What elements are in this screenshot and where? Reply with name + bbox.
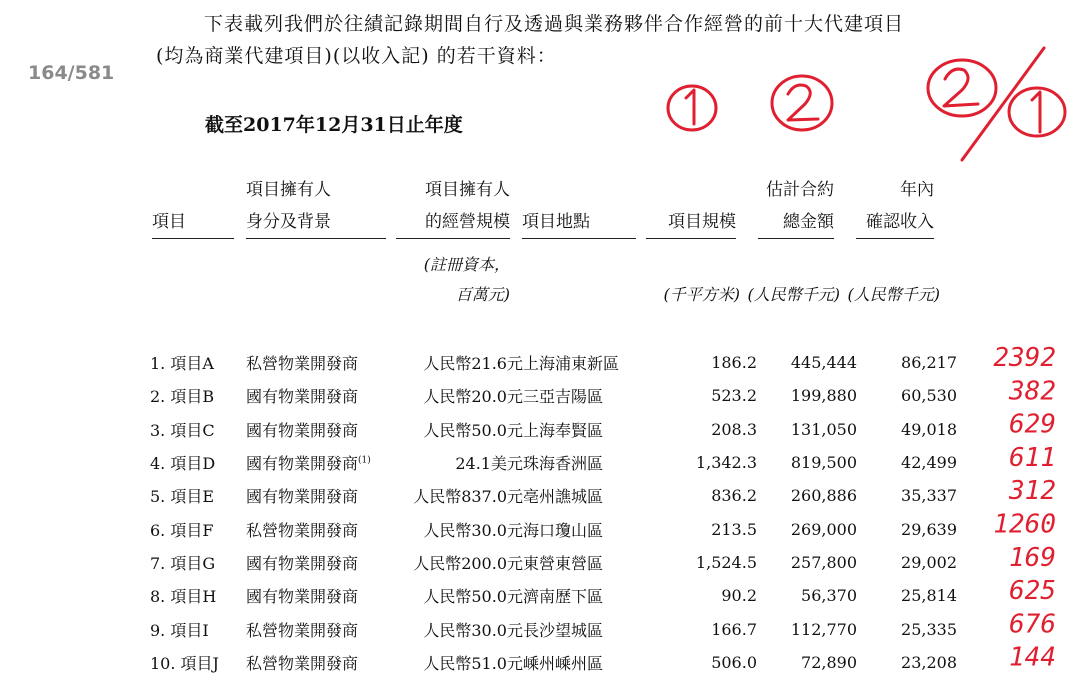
registered-capital-cell: 人民幣51.0元	[423, 653, 523, 673]
project-number-cell: 8. 項目H	[150, 587, 217, 607]
project-size-cell: 506.0	[711, 652, 757, 672]
handwritten-row-note: 1260	[993, 509, 1056, 540]
project-size-cell: 213.5	[711, 519, 757, 539]
project-location-cell: 上海浦東新區	[523, 354, 620, 374]
project-location-cell: 海口瓊山區	[523, 520, 604, 540]
contract-amount-cell: 72,890	[801, 652, 857, 672]
header-size: 項目規模	[646, 206, 736, 239]
period-title: 截至2017年12月31日止年度	[205, 114, 463, 136]
header-owner-identity: 項目擁有人 身分及背景	[246, 174, 386, 239]
contract-amount-cell: 257,800	[790, 552, 857, 572]
registered-capital-cell: 人民幣20.0元	[423, 387, 523, 407]
project-number-cell: 5. 項目E	[150, 487, 215, 507]
registered-capital-cell: 人民幣30.0元	[423, 520, 523, 540]
project-number-cell: 7. 項目G	[150, 553, 216, 573]
project-number-cell: 3. 項目C	[150, 420, 215, 440]
project-location-cell: 嵊州嵊州區	[523, 653, 604, 673]
unit-revenue: (人民幣千元)	[847, 285, 940, 304]
project-number-cell: 4. 項目D	[150, 454, 216, 474]
project-size-cell: 90.2	[721, 586, 757, 606]
handwritten-row-note: 312	[1009, 476, 1056, 507]
unit-size: (千平方米)	[663, 285, 740, 304]
owner-type-cell: 國有物業開發商	[246, 387, 359, 407]
project-size-cell: 186.2	[711, 353, 757, 373]
recognized-revenue-cell: 49,018	[901, 419, 957, 439]
owner-type-cell: 國有物業開發商	[246, 587, 359, 607]
project-location-cell: 東營東營區	[523, 553, 604, 573]
owner-type-cell: 私營物業開發商	[246, 653, 359, 673]
table-row	[150, 346, 957, 379]
recognized-revenue-cell: 25,814	[901, 586, 957, 606]
table-row	[150, 479, 957, 512]
circled-mark-2	[772, 76, 832, 130]
table-row	[150, 512, 957, 545]
table-row	[150, 379, 957, 412]
registered-capital-cell: 人民幣50.0元	[423, 420, 523, 440]
table-row	[150, 612, 957, 645]
project-size-cell: 1,524.5	[695, 552, 757, 572]
footnote-marker: (1)	[358, 455, 371, 466]
project-number-cell: 1. 項目A	[150, 354, 214, 374]
project-location-cell: 三亞吉陽區	[523, 387, 604, 407]
recognized-revenue-cell: 29,002	[901, 552, 957, 572]
contract-amount-cell: 56,370	[801, 586, 857, 606]
registered-capital-cell: 人民幣200.0元	[413, 553, 523, 573]
project-location-cell: 上海奉賢區	[523, 420, 604, 440]
contract-amount-cell: 445,444	[790, 353, 857, 373]
handwritten-row-note: 2392	[993, 343, 1056, 373]
project-location-cell: 亳州譙城區	[523, 487, 604, 507]
header-owner-scale: 項目擁有人 的經營規模	[396, 174, 510, 239]
owner-type-cell: 私營物業開發商	[246, 354, 359, 374]
page-counter: 164/581	[28, 62, 115, 84]
project-size-cell: 523.2	[711, 386, 757, 406]
handwritten-row-note: 625	[1009, 576, 1056, 607]
owner-type-cell: 國有物業開發商$^{(1)}$	[246, 454, 371, 474]
project-size-cell: 1,342.3	[695, 453, 757, 473]
recognized-revenue-cell: 25,335	[901, 619, 957, 639]
table-row	[150, 579, 957, 612]
handwritten-row-note: 144	[1009, 642, 1056, 673]
registered-capital-cell: 24.1美元	[455, 454, 523, 474]
intro-line-2: (均為商業代建項目)(以收入記) 的若干資料：	[156, 45, 557, 67]
project-location-cell: 濟南歷下區	[523, 587, 604, 607]
intro-line-1: 下表載列我們於往績記錄期間自行及透過與業務夥伴合作經營的前十大代建項目	[204, 13, 905, 35]
header-location: 項目地點	[522, 206, 636, 239]
header-revenue: 年內 確認收入	[856, 174, 934, 239]
owner-type-cell: 國有物業開發商	[246, 553, 359, 573]
contract-amount-cell: 269,000	[790, 519, 857, 539]
owner-type-cell: 國有物業開發商	[246, 420, 359, 440]
handwritten-row-note: 676	[1009, 609, 1056, 640]
contract-amount-cell: 199,880	[790, 386, 857, 406]
handwritten-row-note: 382	[1009, 376, 1056, 407]
recognized-revenue-cell: 35,337	[901, 486, 957, 506]
registered-capital-cell: 人民幣50.0元	[423, 587, 523, 607]
handwritten-row-note: 629	[1009, 409, 1056, 440]
handwritten-row-note: 169	[1009, 542, 1056, 573]
recognized-revenue-cell: 23,208	[901, 652, 957, 672]
table-row	[150, 546, 957, 579]
unit-contract: (人民幣千元)	[747, 285, 840, 304]
project-number-cell: 2. 項目B	[150, 387, 215, 407]
registered-capital-cell: 人民幣30.0元	[423, 620, 523, 640]
project-size-cell: 166.7	[711, 619, 757, 639]
contract-amount-cell: 260,886	[790, 486, 857, 506]
table-row	[150, 646, 957, 679]
contract-amount-cell: 131,050	[790, 419, 857, 439]
intro-paragraph	[156, 8, 956, 72]
project-size-cell: 208.3	[711, 419, 757, 439]
projects-table	[150, 346, 957, 679]
recognized-revenue-cell: 42,499	[901, 453, 957, 473]
project-number-cell: 6. 項目F	[150, 520, 214, 540]
table-row	[150, 413, 957, 446]
header-contract: 估計合約 總金額	[758, 174, 834, 239]
registered-capital-cell: 人民幣21.6元	[423, 354, 523, 374]
project-size-cell: 836.2	[711, 486, 757, 506]
recognized-revenue-cell: 60,530	[901, 386, 957, 406]
project-number-cell: 9. 項目I	[150, 620, 209, 640]
owner-type-cell: 私營物業開發商	[246, 620, 359, 640]
project-number-cell: 10. 項目J	[150, 653, 219, 673]
registered-capital-cell: 人民幣837.0元	[413, 487, 523, 507]
handwritten-row-note: 611	[1009, 442, 1056, 473]
header-project: 項目	[152, 206, 234, 239]
owner-type-cell: 國有物業開發商	[246, 487, 359, 507]
owner-type-cell: 私營物業開發商	[246, 520, 359, 540]
project-location-cell: 珠海香洲區	[523, 454, 604, 474]
unit-capital: (註冊資本， 百萬元)	[423, 255, 510, 304]
circled-mark-1	[668, 86, 716, 130]
table-row	[150, 446, 957, 479]
recognized-revenue-cell: 86,217	[901, 353, 957, 373]
project-location-cell: 長沙望城區	[523, 620, 604, 640]
contract-amount-cell: 819,500	[790, 453, 857, 473]
recognized-revenue-cell: 29,639	[901, 519, 957, 539]
contract-amount-cell: 112,770	[790, 619, 857, 639]
